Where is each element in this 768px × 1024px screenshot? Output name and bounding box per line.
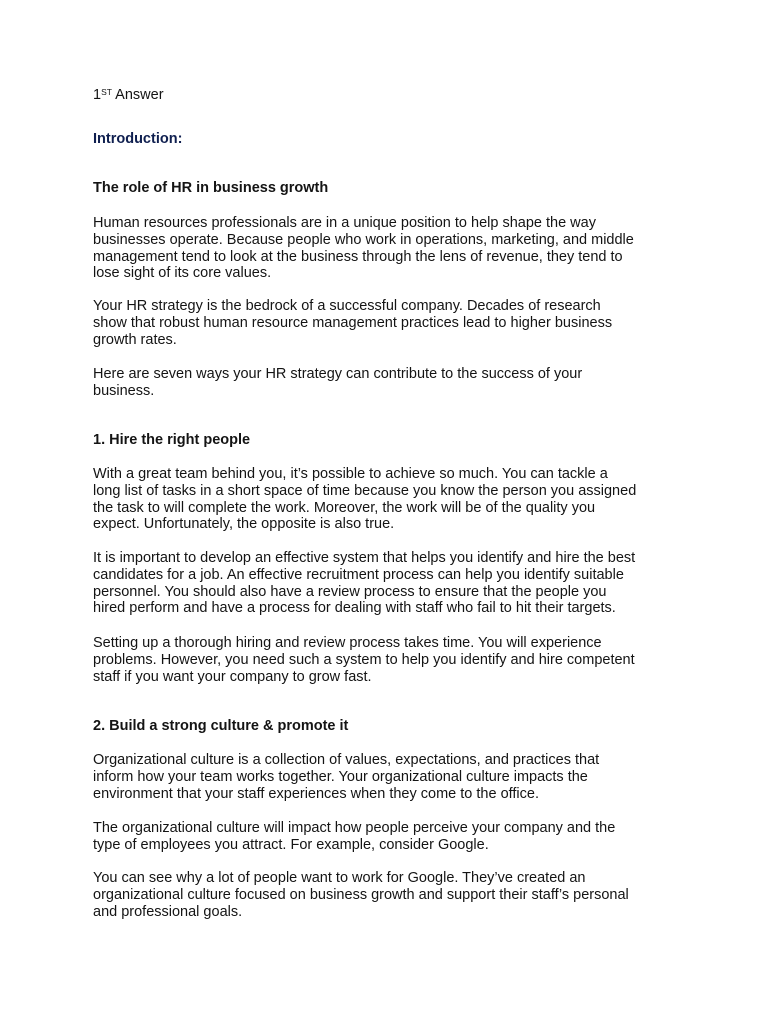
section-heading-role-of-hr: The role of HR in business growth xyxy=(93,180,329,196)
paragraph-line: show that robust human resource management practices lead to higher business xyxy=(93,314,613,331)
paragraph-line: The organizational culture will impact how people perceive your company and the xyxy=(93,820,616,836)
paragraph-line: management tend to look at the business through the lens of revenue, they tend to xyxy=(93,248,623,265)
paragraph-line: personnel. You should also have a review process to ensure that the people you xyxy=(93,583,607,600)
paragraph-line: environment that your staff experiences when they come to the office. xyxy=(93,785,539,802)
section-heading-build-culture: 2. Build a strong culture & promote it xyxy=(93,718,349,734)
introduction-heading: Introduction: xyxy=(93,131,183,147)
paragraph-line: expect. Unfortunately, the opposite is also true. xyxy=(93,516,395,533)
paragraph-7 xyxy=(93,752,693,802)
paragraph-line: lose sight of its core values. xyxy=(93,265,272,282)
paragraph-8 xyxy=(93,820,693,854)
paragraph-line: long list of tasks in a short space of time because you know the person you assigned xyxy=(93,482,637,499)
paragraph-line: Human resources professionals are in a unique position to help shape the way xyxy=(93,215,596,231)
paragraph-2 xyxy=(93,298,693,348)
paragraph-line: growth rates. xyxy=(93,331,177,348)
paragraph-line: Organizational culture is a collection of values, expectations, and practices that xyxy=(93,752,600,768)
paragraph-line: organizational culture focused on business growth and support their staff’s personal xyxy=(93,886,629,903)
paragraph-9 xyxy=(93,870,693,920)
paragraph-line: business. xyxy=(93,382,155,399)
paragraph-line: staff if you want your company to grow fast. xyxy=(93,668,372,685)
paragraph-6 xyxy=(93,635,693,685)
paragraph-line: businesses operate. Because people who work in operations, marketing, and middle xyxy=(93,231,634,248)
answer-title-number: 1 xyxy=(93,87,102,103)
paragraph-3 xyxy=(93,366,693,400)
section-heading-hire-right-people: 1. Hire the right people xyxy=(93,432,251,448)
paragraph-5 xyxy=(93,550,693,617)
paragraph-line: and professional goals. xyxy=(93,903,243,920)
paragraph-line: inform how your team works together. Your organizational culture impacts the xyxy=(93,768,588,785)
paragraph-line: With a great team behind you, it’s possible to achieve so much. You can tackle a xyxy=(93,466,608,482)
answer-title-text: Answer xyxy=(111,87,164,103)
paragraph-line: Your HR strategy is the bedrock of a successful company. Decades of research xyxy=(93,298,601,314)
paragraph-4 xyxy=(93,466,693,533)
answer-title xyxy=(93,87,164,104)
paragraph-1 xyxy=(93,215,693,282)
answer-title-superscript: ST xyxy=(101,87,112,97)
paragraph-line: Here are seven ways your HR strategy can contribute to the success of your xyxy=(93,366,583,382)
paragraph-line: Setting up a thorough hiring and review process takes time. You will experience xyxy=(93,635,602,651)
paragraph-line: You can see why a lot of people want to work for Google. They’ve created an xyxy=(93,870,586,886)
paragraph-line: problems. However, you need such a system to help you identify and hire competent xyxy=(93,651,635,668)
paragraph-line: hired perform and have a process for dealing with staff who fail to hit their targets. xyxy=(93,600,616,617)
paragraph-line: type of employees you attract. For example, consider Google. xyxy=(93,836,489,853)
paragraph-line: the task to will complete the work. Moreover, the work will be of the quality you xyxy=(93,499,596,516)
paragraph-line: candidates for a job. An effective recruitment process can help you identify suitable xyxy=(93,566,624,583)
paragraph-line: It is important to develop an effective system that helps you identify and hire the best xyxy=(93,550,636,566)
